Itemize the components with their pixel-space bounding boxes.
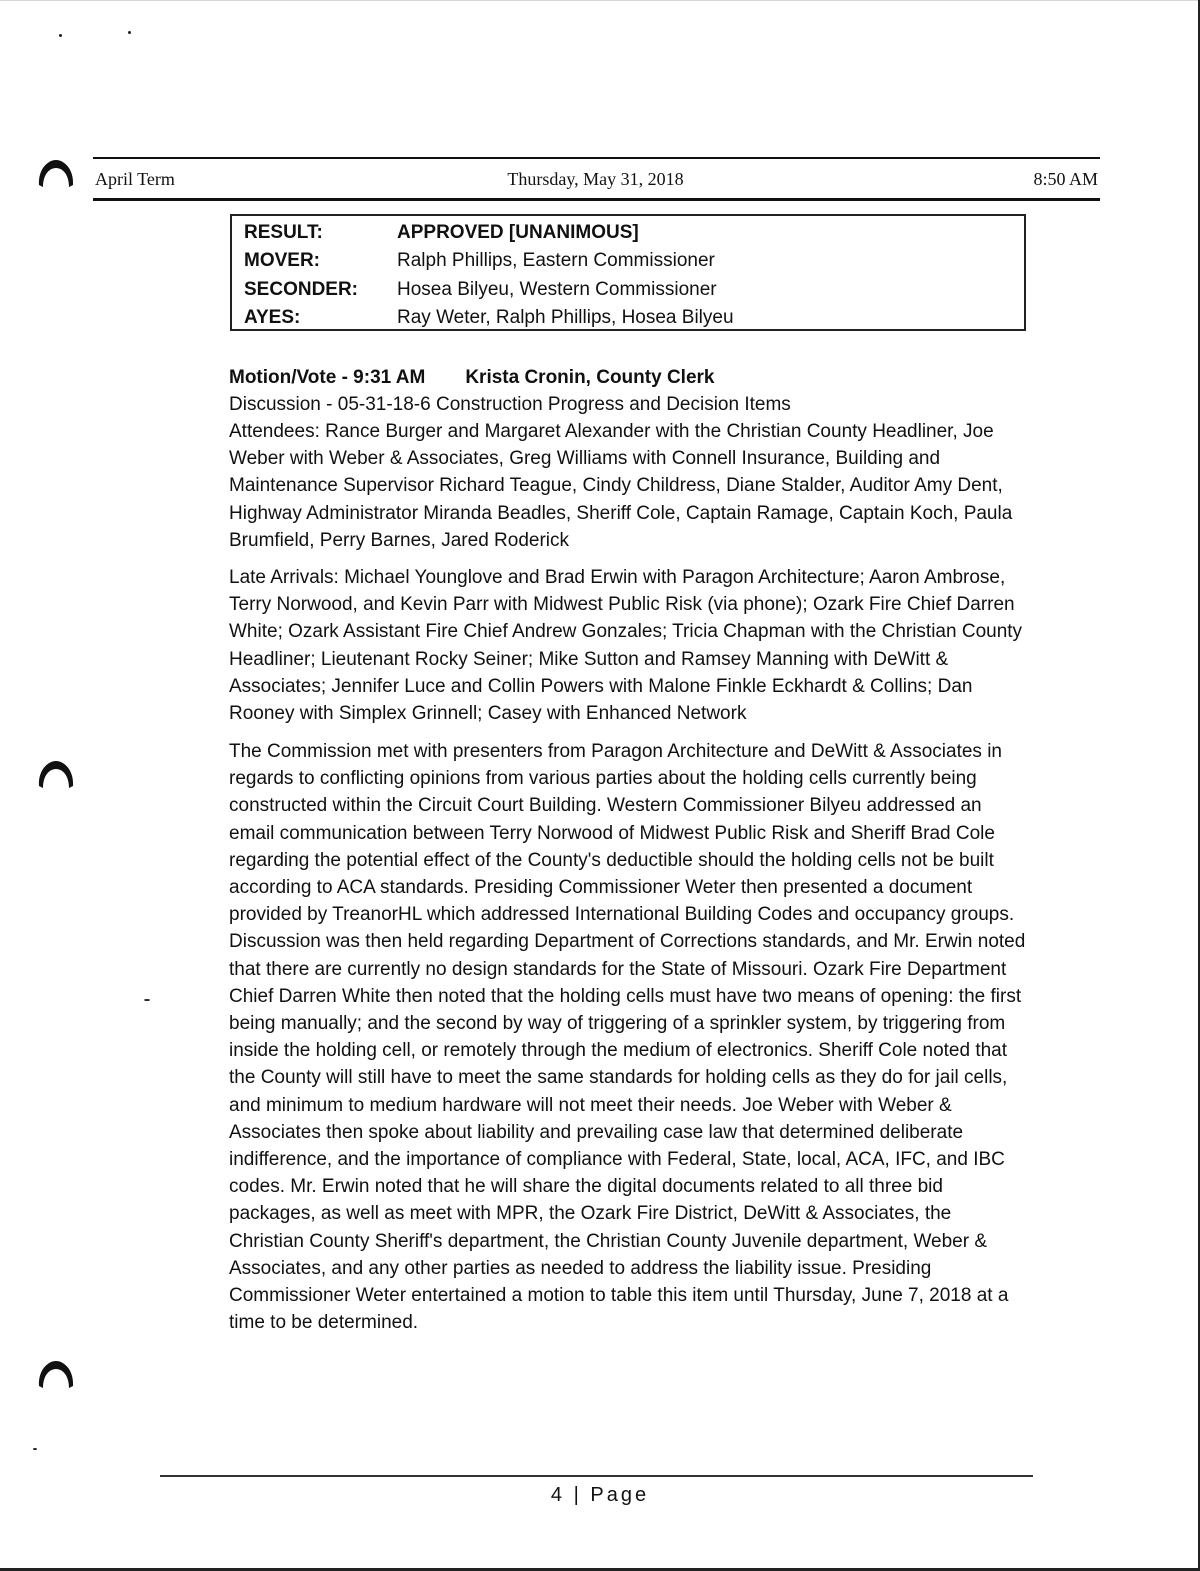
seconder-label: SECONDER: (244, 279, 359, 300)
motion-presenter: Krista Cronin, County Clerk (465, 367, 715, 388)
header-time: 8:50 AM (1033, 169, 1098, 189)
header-rule-bottom (93, 198, 1100, 201)
mover-value: Ralph Phillips, Eastern Commissioner (397, 250, 715, 271)
result-value: APPROVED [UNANIMOUS] (397, 222, 639, 243)
ayes-value: Ray Weter, Ralph Phillips, Hosea Bilyeu (397, 307, 734, 328)
late-arrivals-text: Late Arrivals: Michael Younglove and Brad Erwin with Paragon Architecture; Aaron Ambrose, Terry Norwood, and Kevin Parr with Midwest Public Risk (via phone); Ozark Fire Chief Darren White; Ozark Assistant Fire Chief Andrew Gonzales; Tricia Chapman with the Christian County Headliner; Lieutenant Rocky Seiner; Mike Sutton and Ramsey Manning with DeWitt & Associates; Jennifer Luce and Collin Powers with Malone Finkle Eckhardt & Collins; Dan Rooney with Simplex Grinnell; Casey with Enhanced Network (229, 567, 1023, 725)
scan-speck (59, 34, 62, 37)
header-rule-top (93, 157, 1100, 159)
scan-speck (33, 1448, 37, 1450)
binder-hole-icon (36, 1358, 76, 1392)
late-arrivals-paragraph (229, 564, 1029, 727)
page-footer (0, 1484, 1200, 1507)
footer-rule (160, 1475, 1033, 1477)
page-header (93, 167, 1098, 193)
motion-title: Motion/Vote - 9:31 AM (229, 367, 426, 388)
binder-hole-icon (36, 758, 76, 792)
binder-hole-icon (36, 157, 76, 191)
narrative-text: The Commission met with presenters from Paragon Architecture and DeWitt & Associates in regards to conflicting opinions from various parties about the holding cells currently being constructed within the Circuit Court Building. Western Commissioner Bilyeu addressed an email communication between Terry Norwood of Midwest Public Risk and Sheriff Brad Cole regarding the potential effect of the County's deductible should the holding cells not be built according to ACA standards. Presiding Commissioner Weter then presented a document provided by TreanorHL which addressed International Building Codes and occupancy groups. Discussion was then held regarding Department of Corrections standards, and Mr. Erwin noted that there are currently no design standards for the State of Missouri. Ozark Fire Department Chief Darren White then noted that the holding cells must have two means of opening: the first being manually; and the second by way of triggering of a sprinkler system, by triggering from inside the holding cell, or remotely through the medium of electronics. Sheriff Cole noted that the County will still have to meet the same standards for holding cells as they do for jail cells, and minimum to medium hardware will not meet their needs. Joe Weber with Weber & Associates then spoke about liability and prevailing case law that determined deliberate indifference, and the importance of compliance with Federal, State, local, ACA, IFC, and IBC codes. Mr. Erwin noted that he will share the digital documents related to all three bid packages, as well as meet with MPR, the Ozark Fire District, DeWitt & Associates, the Christian County Sheriff's department, the Christian County Juvenile department, Weber & Associates, and any other parties as needed to address the liability issue. Presiding Commissioner Weter entertained a motion to table this item until Thursday, June 7, 2018 at a time to be determined. (229, 741, 1026, 1334)
discussion-item: Discussion - 05-31-18-6 Construction Progress and Decision Items (229, 394, 791, 415)
scan-speck (128, 31, 131, 34)
motion-heading (229, 364, 714, 391)
vote-result-box (230, 214, 1026, 331)
attendees-paragraph (229, 418, 1029, 554)
scan-speck (144, 999, 150, 1001)
mover-label: MOVER: (244, 250, 320, 271)
header-term: April Term (95, 169, 175, 189)
result-label: RESULT: (244, 222, 323, 243)
header-date: Thursday, May 31, 2018 (507, 169, 684, 189)
attendees-text: Attendees: Rance Burger and Margaret Alexander with the Christian County Headliner, Joe Weber with Weber & Associates, Greg Williams with Connell Insurance, Building and Maintenance Supervisor Richard Teague, Cindy Childress, Diane Stalder, Auditor Amy Dent, Highway Administrator Miranda Beadles, Sheriff Cole, Captain Ramage, Captain Koch, Paula Brumfield, Perry Barnes, Jared Roderick (229, 421, 1013, 551)
seconder-value: Hosea Bilyeu, Western Commissioner (397, 279, 717, 300)
ayes-label: AYES: (244, 307, 301, 328)
narrative-paragraph (229, 738, 1029, 1336)
page-number: 4 (550, 1484, 566, 1506)
page-label: | Page (573, 1484, 650, 1506)
